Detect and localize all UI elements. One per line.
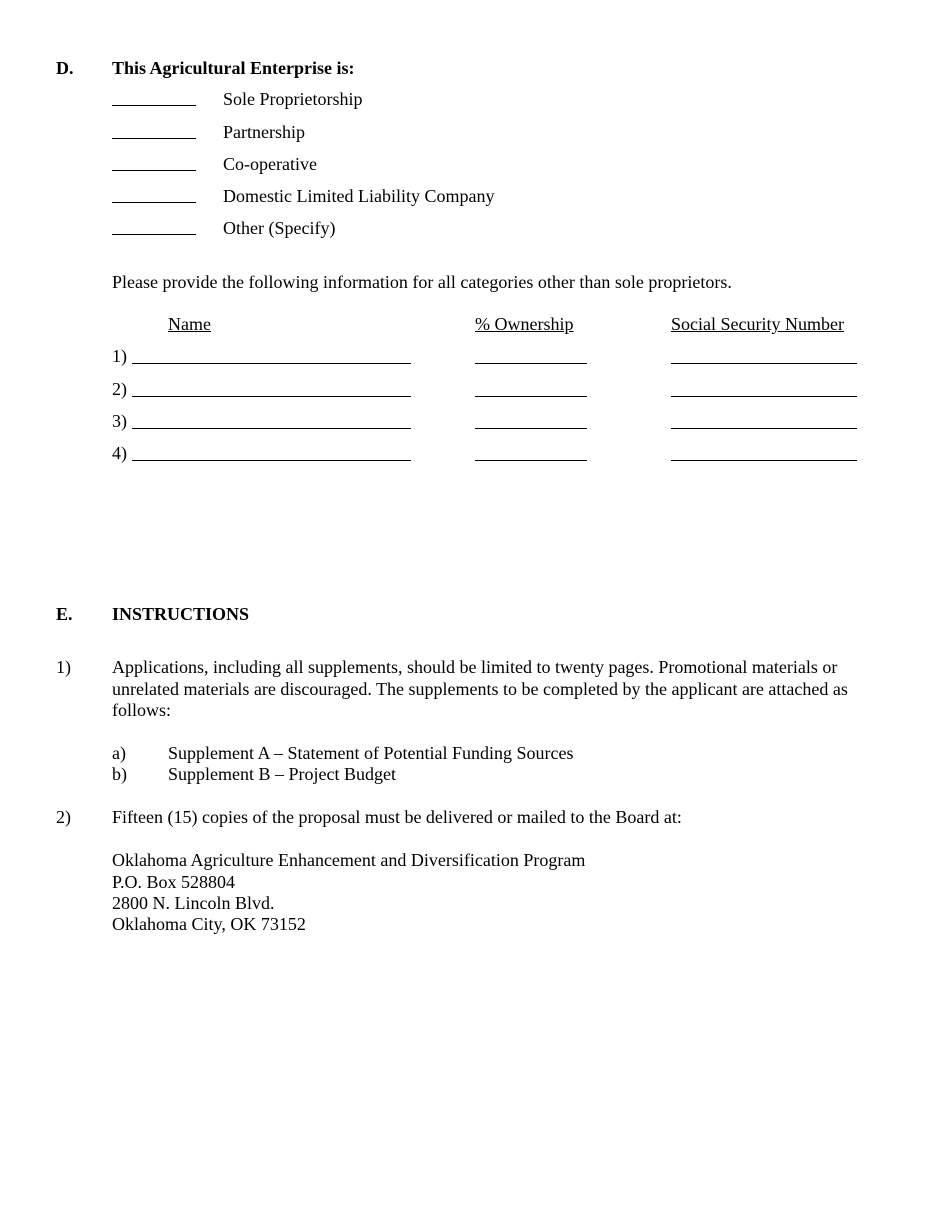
option-label-other: Other (Specify): [223, 218, 336, 238]
instruction-2-text: Fifteen (15) copies of the proposal must be delivered or mailed to the Board at:: [112, 807, 682, 827]
header-name: Name: [168, 314, 211, 334]
name-field-4[interactable]: [132, 460, 411, 461]
address-line-1: Oklahoma Agriculture Enhancement and Diversification Program: [112, 850, 586, 870]
ssn-field-4[interactable]: [671, 460, 857, 461]
section-e-title: INSTRUCTIONS: [112, 604, 250, 624]
subitem-a-text: Supplement A – Statement of Potential Funding Sources: [168, 743, 574, 763]
name-field-1[interactable]: [132, 363, 411, 364]
ownership-field-2[interactable]: [475, 396, 587, 397]
name-field-3[interactable]: [132, 428, 411, 429]
address-line-3: 2800 N. Lincoln Blvd.: [112, 893, 275, 913]
header-ssn: Social Security Number: [671, 314, 844, 334]
row-number-4: 4): [112, 443, 127, 463]
instruction-1-line-2: unrelated materials are discouraged. The supplements to be completed by the applicant are attached as: [112, 679, 848, 699]
section-d-letter: D.: [56, 58, 74, 78]
option-blank-cooperative[interactable]: [112, 170, 196, 171]
row-number-2: 2): [112, 379, 127, 399]
option-label-llc: Domestic Limited Liability Company: [223, 186, 495, 206]
instruction-1-number: 1): [56, 657, 71, 677]
header-ownership: % Ownership: [475, 314, 574, 334]
ownership-field-4[interactable]: [475, 460, 587, 461]
option-label-sole: Sole Proprietorship: [223, 89, 363, 109]
address-line-4: Oklahoma City, OK 73152: [112, 914, 306, 934]
instruction-1-line-1: Applications, including all supplements, should be limited to twenty pages. Promotional materials or: [112, 657, 838, 677]
subitem-b-label: b): [112, 764, 127, 784]
option-blank-other[interactable]: [112, 234, 196, 235]
ownership-field-1[interactable]: [475, 363, 587, 364]
option-blank-partnership[interactable]: [112, 138, 196, 139]
ownership-field-3[interactable]: [475, 428, 587, 429]
ssn-field-2[interactable]: [671, 396, 857, 397]
subitem-b-text: Supplement B – Project Budget: [168, 764, 396, 784]
option-label-cooperative: Co-operative: [223, 154, 317, 174]
address-line-2: P.O. Box 528804: [112, 872, 236, 892]
instruction-2-number: 2): [56, 807, 71, 827]
name-field-2[interactable]: [132, 396, 411, 397]
subitem-a-label: a): [112, 743, 126, 763]
instruction-1-line-3: follows:: [112, 700, 172, 720]
row-number-1: 1): [112, 346, 127, 366]
section-e-letter: E.: [56, 604, 73, 624]
ssn-field-3[interactable]: [671, 428, 857, 429]
ssn-field-1[interactable]: [671, 363, 857, 364]
section-d-title: This Agricultural Enterprise is:: [112, 58, 355, 78]
row-number-3: 3): [112, 411, 127, 431]
option-blank-sole[interactable]: [112, 105, 196, 106]
option-blank-llc[interactable]: [112, 202, 196, 203]
option-label-partnership: Partnership: [223, 122, 305, 142]
ownership-instruction: Please provide the following information for all categories other than sole proprietors.: [112, 272, 732, 292]
